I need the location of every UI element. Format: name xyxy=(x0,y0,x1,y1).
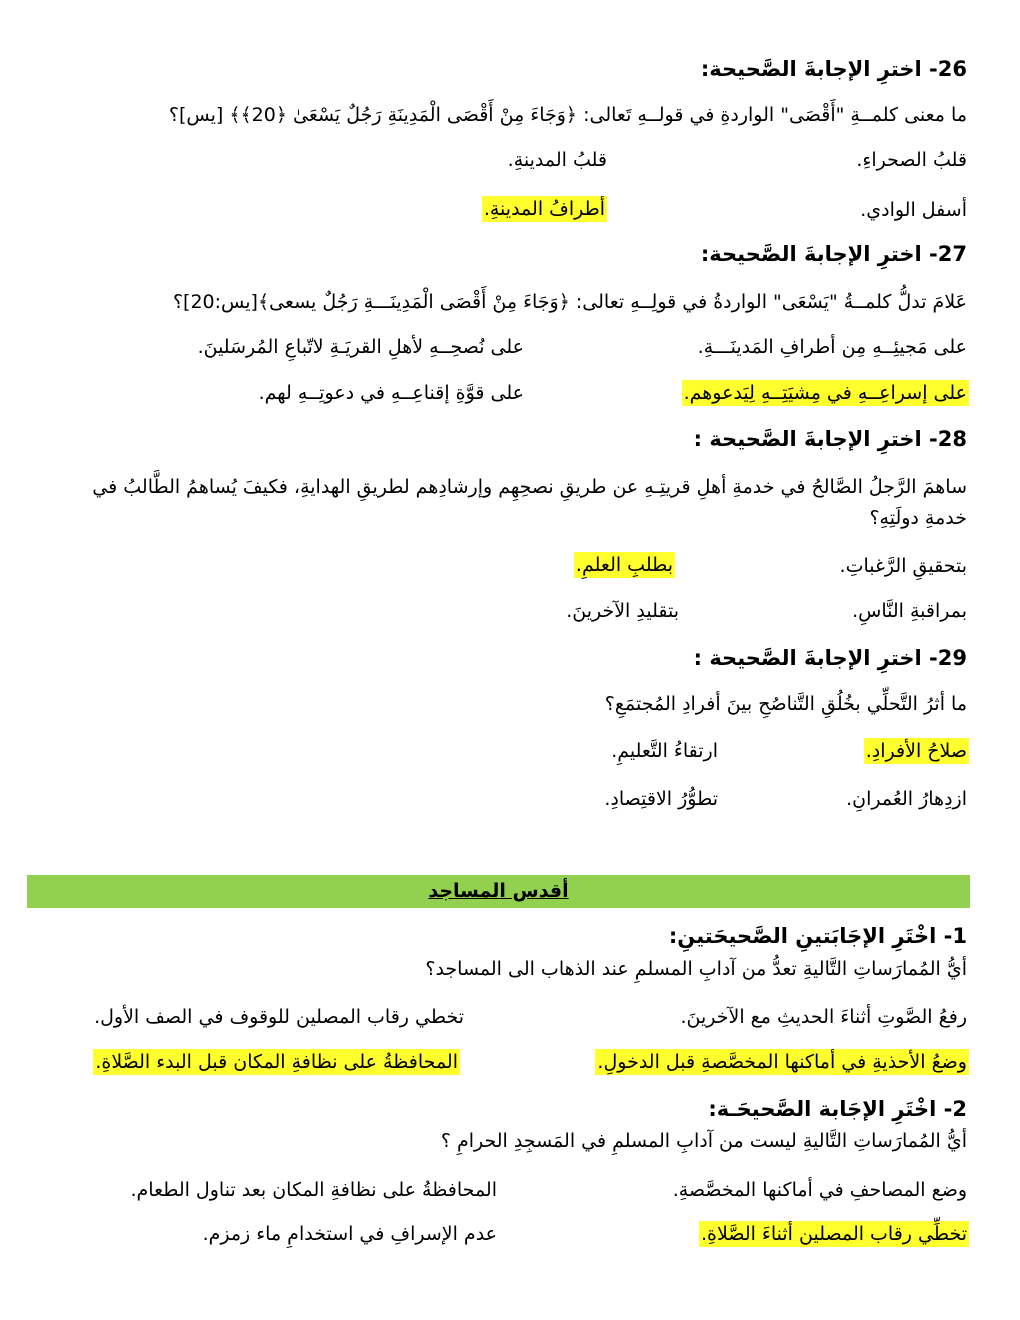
q27-option-c-correct[interactable]: على إسراعِــهِ في مِشيَتِــهِ لِيَدعوهم. xyxy=(683,382,967,404)
s2-option-a[interactable]: وضع المصاحفِ في أماكنها المخصَّصةِ. xyxy=(672,1179,967,1201)
s1-question: أيُّ المُمارَساتِ التَّاليةِ تعدُّ من آدابِ المسلمِ عند الذهاب الى المساجد؟ xyxy=(425,958,967,980)
q26-option-a[interactable]: قلبُ الصحراءِ. xyxy=(856,149,967,171)
q28-question-line1: ساهمَ الرَّجلُ الصَّالحُ في خدمةِ أهلِ قريتِـهِ عن طريقِ نصحِهِم وإرشادِهم لطريقِ الهدايةِ، فكيفَ يُساهمُ الطَّالبُ في xyxy=(92,476,967,498)
s2-option-c-correct[interactable]: تخطِّي رقاب المصلين أثناءَ الصَّلاةِ. xyxy=(701,1223,967,1245)
q29-option-b[interactable]: ارتقاءُ التَّعليمِ. xyxy=(611,740,718,762)
q29-option-c[interactable]: ازدِهارُ العُمرانِ. xyxy=(846,788,967,810)
s2-option-b[interactable]: المحافظةُ على نظافةِ المكان بعد تناول الطعام. xyxy=(130,1179,497,1201)
q27-question: عَلامَ تدلُّ كلمــةُ "يَسْعَى" الواردةُ في قولِــهِ تعالى: ﴿وَجَاءَ مِنْ أَقْصَى الْمَدِينَـــةِ رَجُلٌ يسعى﴾[يس:20]؟ xyxy=(172,291,967,313)
q29-option-d[interactable]: تطوُّرُ الاقتِصادِ. xyxy=(604,788,718,810)
q26-option-d-correct[interactable]: أطرافُ المدينةِ. xyxy=(483,198,605,220)
q28-option-d[interactable]: بتقليدِ الآخرينَ. xyxy=(566,600,679,622)
s2-title: 2- اخْتَرِ الإجَابة الصَّحيحَـة: xyxy=(708,1097,967,1121)
q27-option-d[interactable]: على قوَّةِ إقناعِــهِ في دعوتِــهِ لهم. xyxy=(258,382,524,404)
section-title: أقدس المساجد xyxy=(428,880,569,902)
q28-option-a[interactable]: بتحقيقِ الرَّغباتِ. xyxy=(839,555,967,577)
q26-question: ما معنى كلمــةِ "أَقْصَى" الواردةِ في قولــهِ تَعالى: ﴿وَجَاءَ مِنْ أَقْصَى الْمَدِينَةِ رَجُلٌ يَسْعَىٰ ﴿20﴾﴾ [يس]؟ xyxy=(168,104,967,126)
q26-option-b[interactable]: قلبُ المدينةِ. xyxy=(507,149,607,171)
s2-option-d[interactable]: عدم الإسرافِ في استخدامِ ماء زمزم. xyxy=(202,1223,497,1245)
q26-title: 26- اخترِ الإجابةَ الصَّحيحة: xyxy=(700,57,967,81)
s1-title: 1- اخْتَرِ الإجَابَتينِ الصَّحيحَتينِ: xyxy=(668,924,967,948)
s1-option-a[interactable]: رفعُ الصَّوتِ أثناءَ الحديثِ مع الآخرينَ. xyxy=(680,1006,967,1028)
q28-option-c[interactable]: بمراقبةِ النَّاسِ. xyxy=(852,600,967,622)
q28-option-b-correct[interactable]: بطلبِ العلمِ. xyxy=(575,554,673,576)
q29-title: 29- اخترِ الإجابةَ الصَّحيحة : xyxy=(693,646,967,670)
s1-option-b[interactable]: تخطي رقاب المصلين للوقوف في الصف الأول. xyxy=(94,1006,464,1028)
q28-title: 28- اخترِ الإجابةَ الصَّحيحة : xyxy=(693,427,967,451)
q27-option-a[interactable]: على مَجيئِــهِ مِن أطرافِ المَدينَـــةِ. xyxy=(697,336,967,358)
q28-question-line2: خدمةِ دولَتِهِ؟ xyxy=(869,507,967,529)
q29-question: ما أثرُ التَّحلِّي بخُلُقِ التَّناصُحِ بينَ أفرادِ المُجتمَعِ؟ xyxy=(604,693,967,715)
s1-option-c-correct[interactable]: وضعُ الأحذيةِ في أماكنها المخصَّصةِ قبل الدخولِ. xyxy=(597,1051,967,1073)
q27-title: 27- اخترِ الإجابةَ الصَّحيحة: xyxy=(700,242,967,266)
q26-option-c[interactable]: أسفل الوادي. xyxy=(860,199,967,221)
section-banner xyxy=(27,875,970,908)
s2-question: أيُّ المُمارَساتِ التَّاليةِ ليست من آدابِ المسلمِ في المَسجِدِ الحرامِ ؟ xyxy=(440,1130,967,1152)
q29-option-a-correct[interactable]: صلاحُ الأفرادِ. xyxy=(865,740,967,762)
q27-option-b[interactable]: على نُصحِــهِ لأهلِ القريَـةِ لاتّباعِ المُرسَلينَ. xyxy=(197,336,524,358)
s1-option-d-correct[interactable]: المحافظةُ على نظافةِ المكان قبل البدء الصَّلاةِ. xyxy=(95,1051,458,1073)
